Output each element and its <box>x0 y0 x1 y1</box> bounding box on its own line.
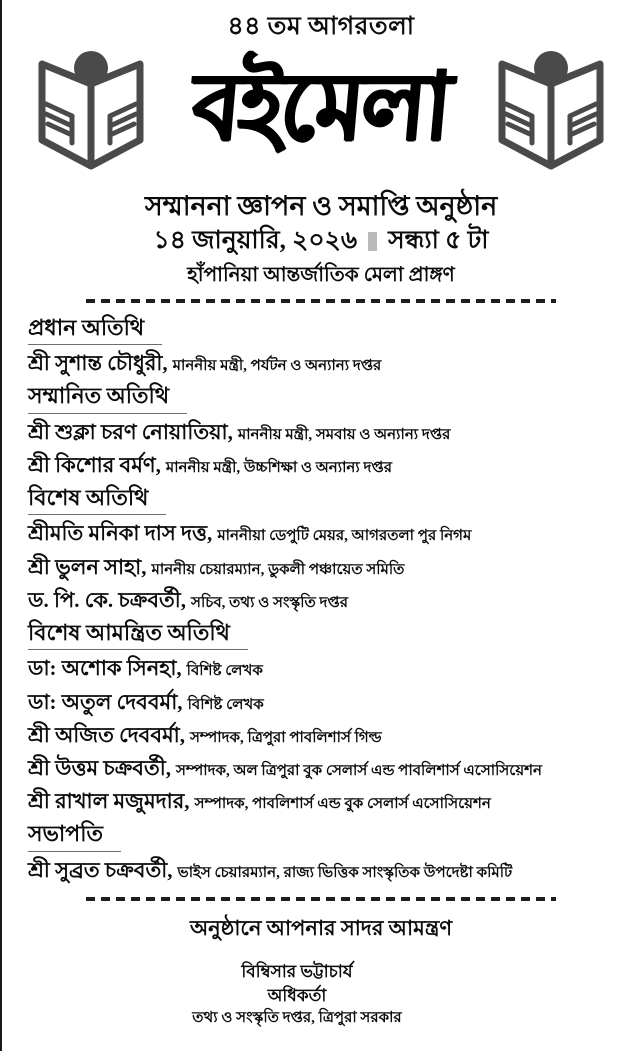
guest-entry <box>28 786 622 816</box>
signatory-block <box>2 960 640 1030</box>
section-heading: সম্মানিত অতিথি <box>28 380 187 413</box>
guest-entry <box>28 687 622 717</box>
section-heading: বিশেষ আমন্ত্রিত অতিথি <box>28 617 248 650</box>
logo-row <box>2 44 640 172</box>
guest-entry <box>28 450 622 480</box>
guest-entry <box>28 855 622 885</box>
guest-designation: মাননীয় চেয়ারম্যান, ডুকলী পঞ্চায়েত সমিতি <box>151 561 405 578</box>
section-heading: সভাপতি <box>28 818 121 851</box>
section-heading: প্রধান অতিথি <box>28 312 162 345</box>
book-reader-icon-right <box>492 44 610 172</box>
guest-entry <box>28 585 622 615</box>
guest-designation: সম্পাদক, অল ত্রিপুরা বুক সেলার্স এন্ড পাবলিশার্স এসোসিয়েশন <box>175 763 542 780</box>
signatory-department: তথ্য ও সংস্কৃতি দপ্তর, ত্রিপুরা সরকার <box>192 1010 402 1027</box>
guest-name: ডা: অশোক সিনহা, <box>28 656 182 681</box>
guest-designation: মাননীয়া ডেপুটি মেয়র, আগরতলা পুর নিগম <box>217 528 472 545</box>
guest-entry <box>28 417 622 447</box>
guest-entry <box>28 348 622 378</box>
guest-designation: মাননীয় মন্ত্রী, সমবায় ও অন্যান্য দপ্তর <box>237 426 451 443</box>
divider-bottom <box>86 897 556 901</box>
guest-designation: ভাইস চেয়ারম্যান, রাজ্য ভিত্তিক সাংস্কৃতিক উপদেষ্টা কমিটি <box>177 864 513 881</box>
guest-sections <box>2 303 640 885</box>
event-venue: হাঁপানিয়া আন্তর্জাতিক মেলা প্রাঙ্গণ <box>187 263 455 286</box>
fair-ordinal-text: ৪৪ তম আগরতলা <box>227 13 415 40</box>
guest-designation: মাননীয় মন্ত্রী, উচ্চশিক্ষা ও অন্যান্য দপ্তর <box>165 459 392 476</box>
guest-name: শ্রী ভুলন সাহা, <box>28 554 147 579</box>
fair-title-logo: বইমেলা <box>188 52 454 163</box>
guest-designation: বিশিষ্ট লেখক <box>186 663 263 680</box>
guest-designation: সচিব, তথ্য ও সংস্কৃতি দপ্তর <box>191 594 348 611</box>
guest-section <box>28 818 622 884</box>
book-reader-icon-left <box>32 44 150 172</box>
guest-name: শ্রী কিশোর বর্মণ, <box>28 452 161 477</box>
guest-name: শ্রী সুব্রত চক্রবর্তী, <box>28 857 173 882</box>
guest-name: শ্রী রাখাল মজুমদার, <box>28 789 190 814</box>
datetime-separator-icon <box>368 232 377 251</box>
signatory-designation: অধিকর্তা <box>267 986 327 1006</box>
guest-name: শ্রীমতি মনিকা দাস দত্ত, <box>28 521 213 546</box>
section-heading: বিশেষ অতিথি <box>28 482 166 515</box>
event-date: ১৪ জানুয়ারি, ২০২৬ <box>153 227 358 255</box>
guest-designation: মাননীয় মন্ত্রী, পর্যটন ও অন্যান্য দপ্তর <box>172 358 382 375</box>
guest-entry <box>28 753 622 783</box>
guest-section <box>28 312 622 378</box>
guest-designation: বিশিষ্ট লেখক <box>187 696 264 713</box>
guest-entry <box>28 518 622 548</box>
guest-name: ডা: অতুল দেববর্মা, <box>28 689 183 714</box>
guest-name: শ্রী শুক্লা চরণ নোয়াতিয়া, <box>28 419 233 444</box>
guest-entry <box>28 653 622 683</box>
guest-name: শ্রী সুশান্ত চৌধুরী, <box>28 351 168 376</box>
event-meta <box>2 190 640 288</box>
guest-section <box>28 482 622 615</box>
event-datetime <box>2 225 640 258</box>
guest-designation: সম্পাদক, ত্রিপুরা পাবলিশার্স গিল্ড <box>190 729 382 746</box>
guest-entry <box>28 552 622 582</box>
guest-designation: সম্পাদক, পাবলিশার্স এন্ড বুক সেলার্স এসোসিয়েশন <box>194 796 491 813</box>
guest-entry <box>28 720 622 750</box>
poster-header <box>2 0 640 186</box>
invitation-line: অনুষ্ঠানে আপনার সাদর আমন্ত্রণ <box>189 915 453 940</box>
event-time: সন্ধ্যা ৫ টা <box>388 227 489 255</box>
guest-name: শ্রী অজিত দেববর্মা, <box>28 722 186 747</box>
event-occasion: সম্মাননা জ্ঞাপন ও সমাপ্তি অনুষ্ঠান <box>144 191 498 221</box>
guest-section <box>28 380 622 480</box>
signatory-name: বিম্বিসার ভট্টাচার্য <box>241 961 353 981</box>
guest-name: ড. পি. কে. চক্রবর্তী, <box>28 587 187 612</box>
guest-name: শ্রী উত্তম চক্রবর্তী, <box>28 756 171 781</box>
guest-section <box>28 617 622 816</box>
